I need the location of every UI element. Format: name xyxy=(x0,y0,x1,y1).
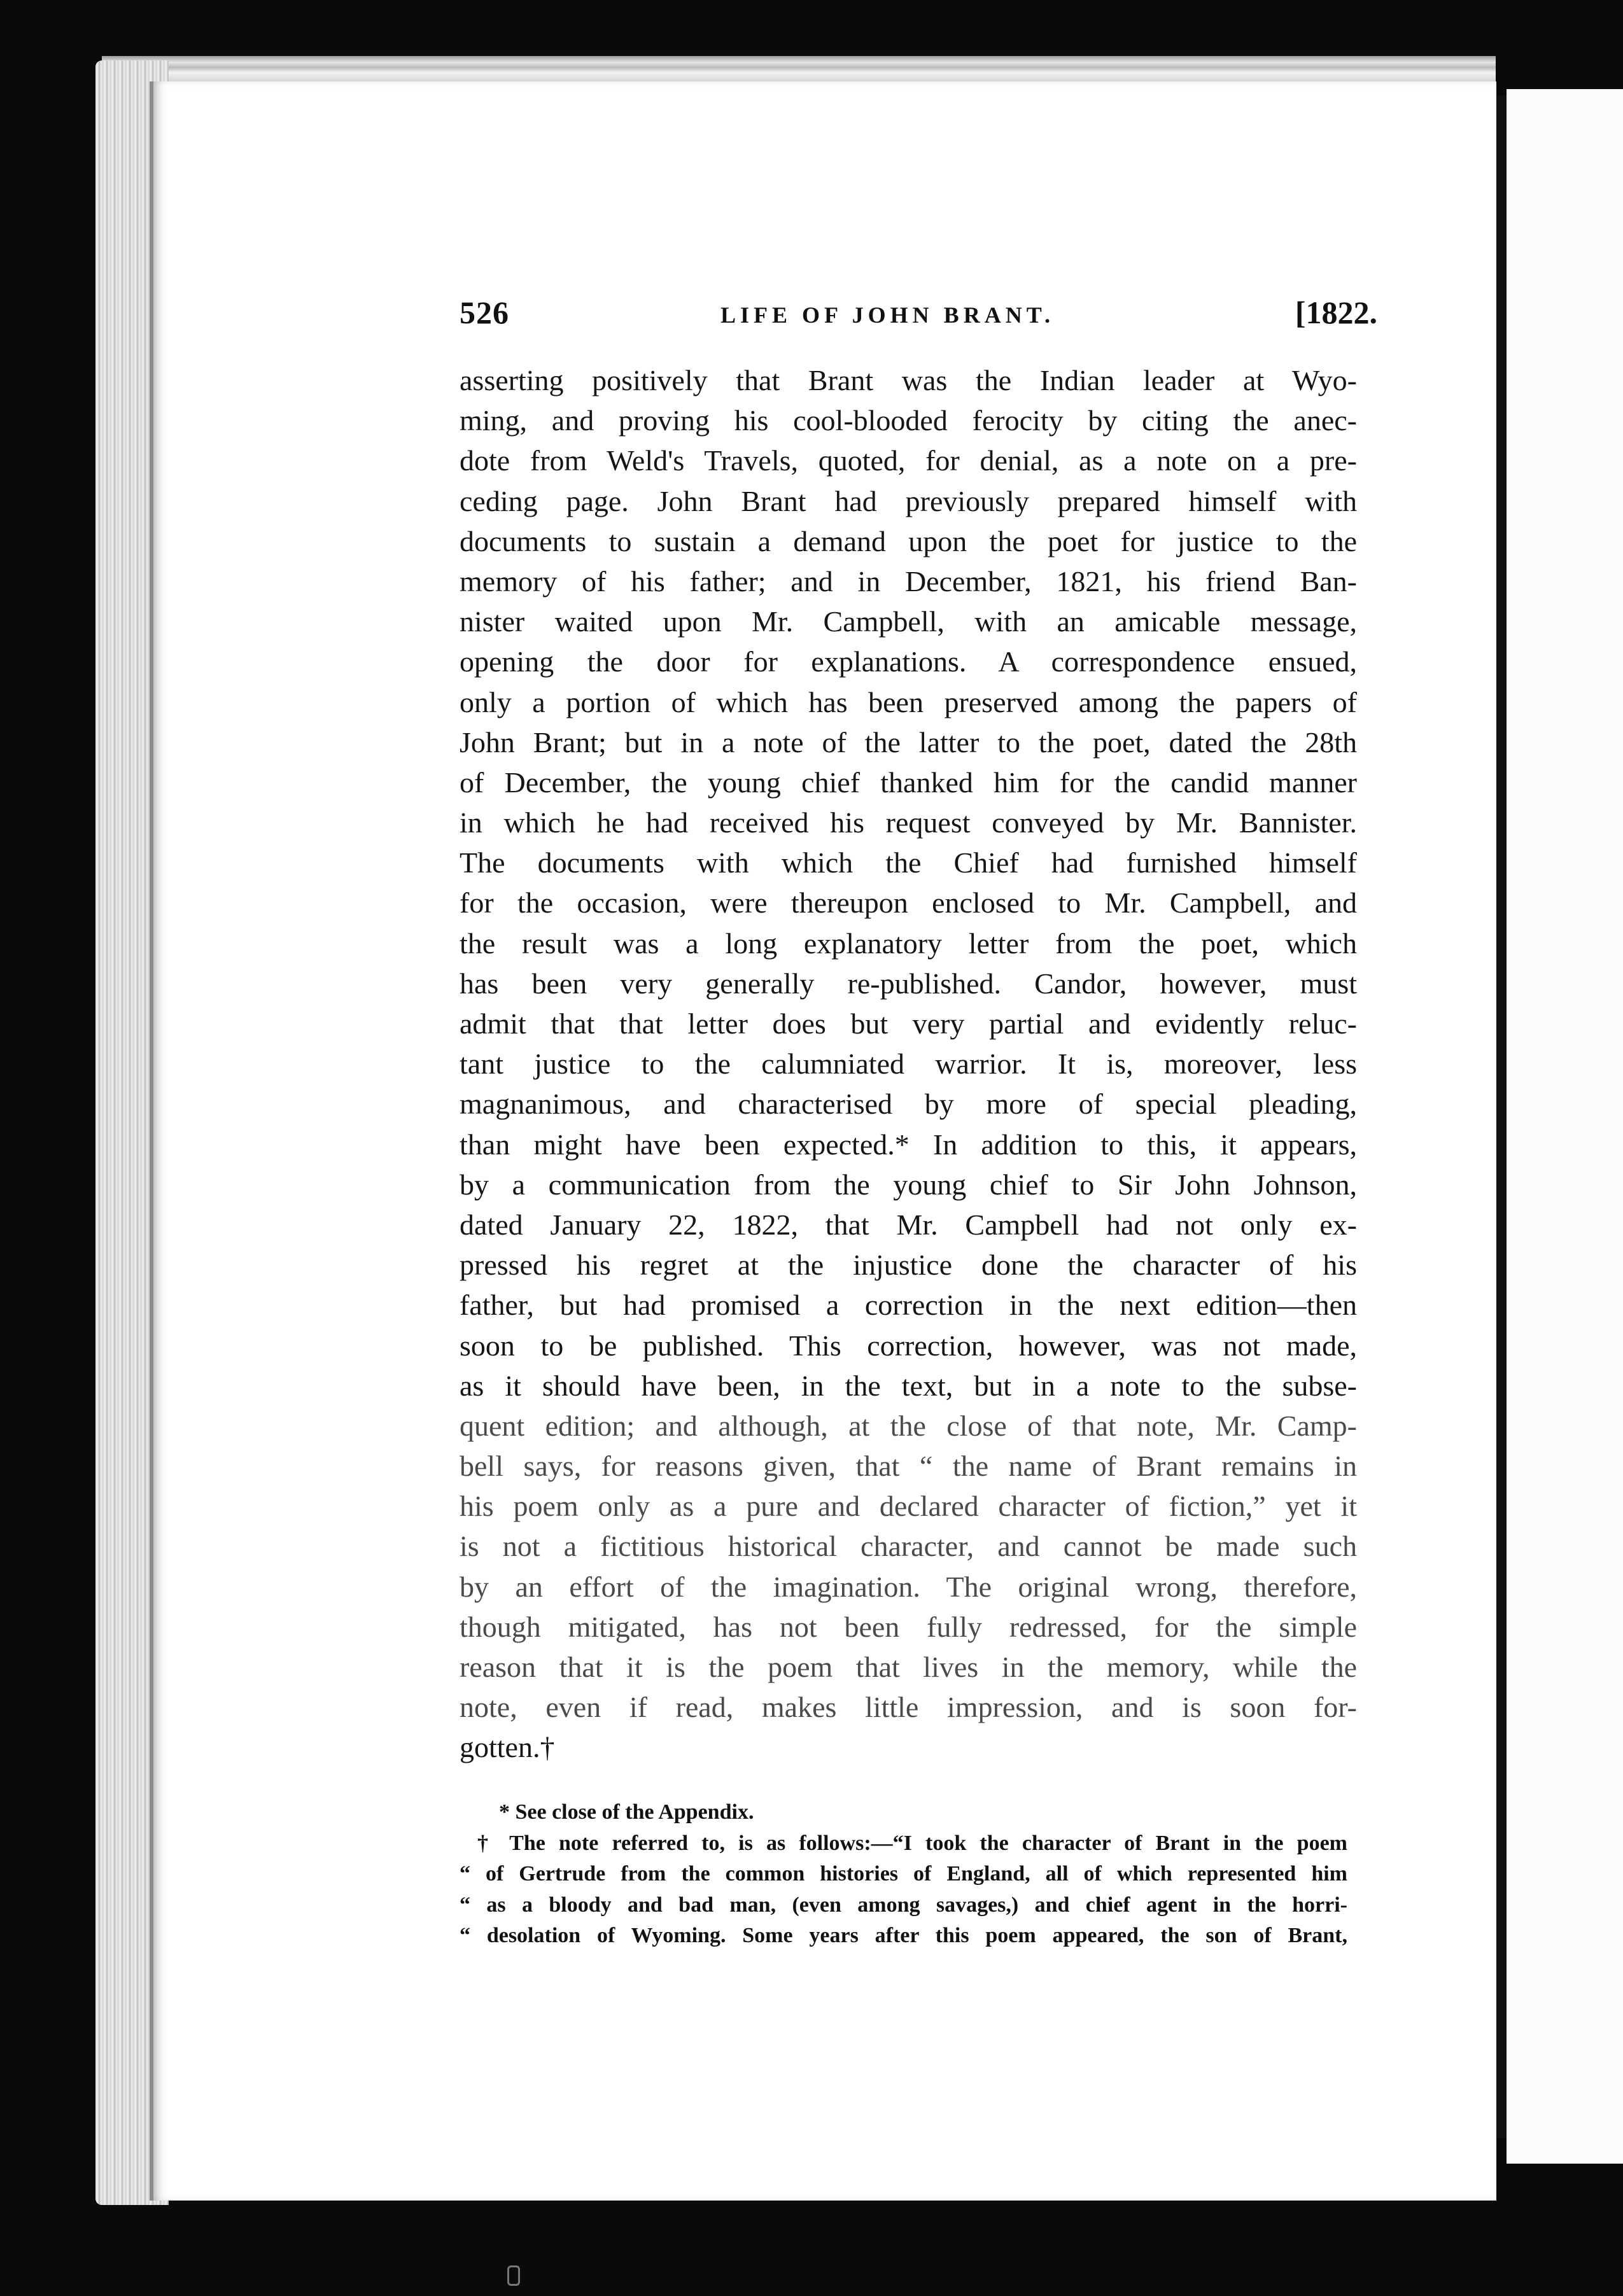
body-line: admit that that letter does but very partial and evidently reluc- xyxy=(460,1007,1357,1040)
footnote-asterisk: * See close of the Appendix. xyxy=(499,1800,754,1824)
body-line: asserting positively that Brant was the Indian leader at Wyo- xyxy=(460,364,1357,396)
body-line: is not a fictitious historical character, and cannot be made such xyxy=(460,1530,1357,1563)
body-line: dated January 22, 1822, that Mr. Campbell had not only ex- xyxy=(460,1208,1357,1241)
body-line: tant justice to the calumniated warrior. It is, moreover, less xyxy=(460,1047,1357,1081)
page-number: 526 xyxy=(460,295,509,330)
body-line: note, even if read, makes little impression, and is soon for- xyxy=(460,1691,1357,1724)
body-line: pressed his regret at the injustice done the character of his xyxy=(460,1249,1357,1282)
running-year: [1822. xyxy=(1295,295,1377,330)
facing-page-sliver xyxy=(1507,89,1623,2164)
page-stack-top-edge xyxy=(102,56,1496,81)
body-line: the result was a long explanatory letter from the poet, which xyxy=(460,927,1357,960)
body-line: bell says, for reasons given, that “ the name of Brant remains in xyxy=(460,1450,1357,1483)
body-line: memory of his father; and in December, 1821, his friend Ban- xyxy=(460,564,1357,598)
body-line: for the occasion, were thereupon enclosed to Mr. Campbell, and xyxy=(460,886,1357,920)
body-line: has been very generally re-published. Candor, however, must xyxy=(460,967,1357,1000)
body-line: ming, and proving his cool-blooded ferocity by citing the anec- xyxy=(460,404,1357,437)
body-line: nister waited upon Mr. Campbell, with an amicable message, xyxy=(460,605,1357,638)
body-line: magnanimous, and characterised by more of special pleading, xyxy=(460,1088,1357,1121)
body-line: by a communication from the young chief to Sir John Johnson, xyxy=(460,1168,1357,1201)
body-line: as it should have been, in the text, but in a note to the subse- xyxy=(460,1369,1357,1402)
running-title: LIFE OF JOHN BRANT. xyxy=(720,302,1055,328)
scan-clip-mark xyxy=(507,2265,520,2286)
body-line: soon to be published. This correction, however, was not made, xyxy=(460,1329,1357,1362)
body-line: gotten.† xyxy=(460,1731,555,1764)
body-line: of December, the young chief thanked him for the candid manner xyxy=(460,766,1357,799)
footnote-line: “ of Gertrude from the common histories of England, all of which represented him xyxy=(460,1862,1347,1886)
body-line: only a portion of which has been preserved among the papers of xyxy=(460,685,1357,718)
body-line: opening the door for explanations. A correspondence ensued, xyxy=(460,645,1357,678)
body-line: though mitigated, has not been fully redressed, for the simple xyxy=(460,1610,1357,1643)
body-line: The documents with which the Chief had furnished himself xyxy=(460,846,1357,879)
body-text xyxy=(460,360,1357,1768)
footnotes xyxy=(460,1797,1347,1952)
footnote-dagger: † The note referred to, is as follows:—“I took the character of Brant in the poem xyxy=(477,1831,1347,1855)
body-line: by an effort of the imagination. The original wrong, therefore, xyxy=(460,1570,1357,1603)
footnote-line: “ as a bloody and bad man, (even among savages,) and chief agent in the horri- xyxy=(460,1893,1347,1917)
footnote-line: “ desolation of Wyoming. Some years after this poem appeared, the son of Brant, xyxy=(460,1924,1347,1947)
body-line: documents to sustain a demand upon the poet for justice to the xyxy=(460,524,1357,557)
body-line: father, but had promised a correction in the next edition—then xyxy=(460,1289,1357,1322)
running-head xyxy=(460,294,1377,332)
body-line: quent edition; and although, at the close of that note, Mr. Camp- xyxy=(460,1409,1357,1442)
body-line: reason that it is the poem that lives in the memory, while the xyxy=(460,1651,1357,1683)
body-line: his poem only as a pure and declared character of fiction,” yet it xyxy=(460,1490,1357,1523)
body-line: in which he had received his request conveyed by Mr. Bannister. xyxy=(460,806,1357,839)
body-line: than might have been expected.* In addition to this, it appears, xyxy=(460,1128,1357,1161)
body-line: ceding page. John Brant had previously prepared himself with xyxy=(460,484,1357,517)
body-line: dote from Weld's Travels, quoted, for denial, as a note on a pre- xyxy=(460,444,1357,477)
body-line: John Brant; but in a note of the latter to the poet, dated the 28th xyxy=(460,725,1357,759)
